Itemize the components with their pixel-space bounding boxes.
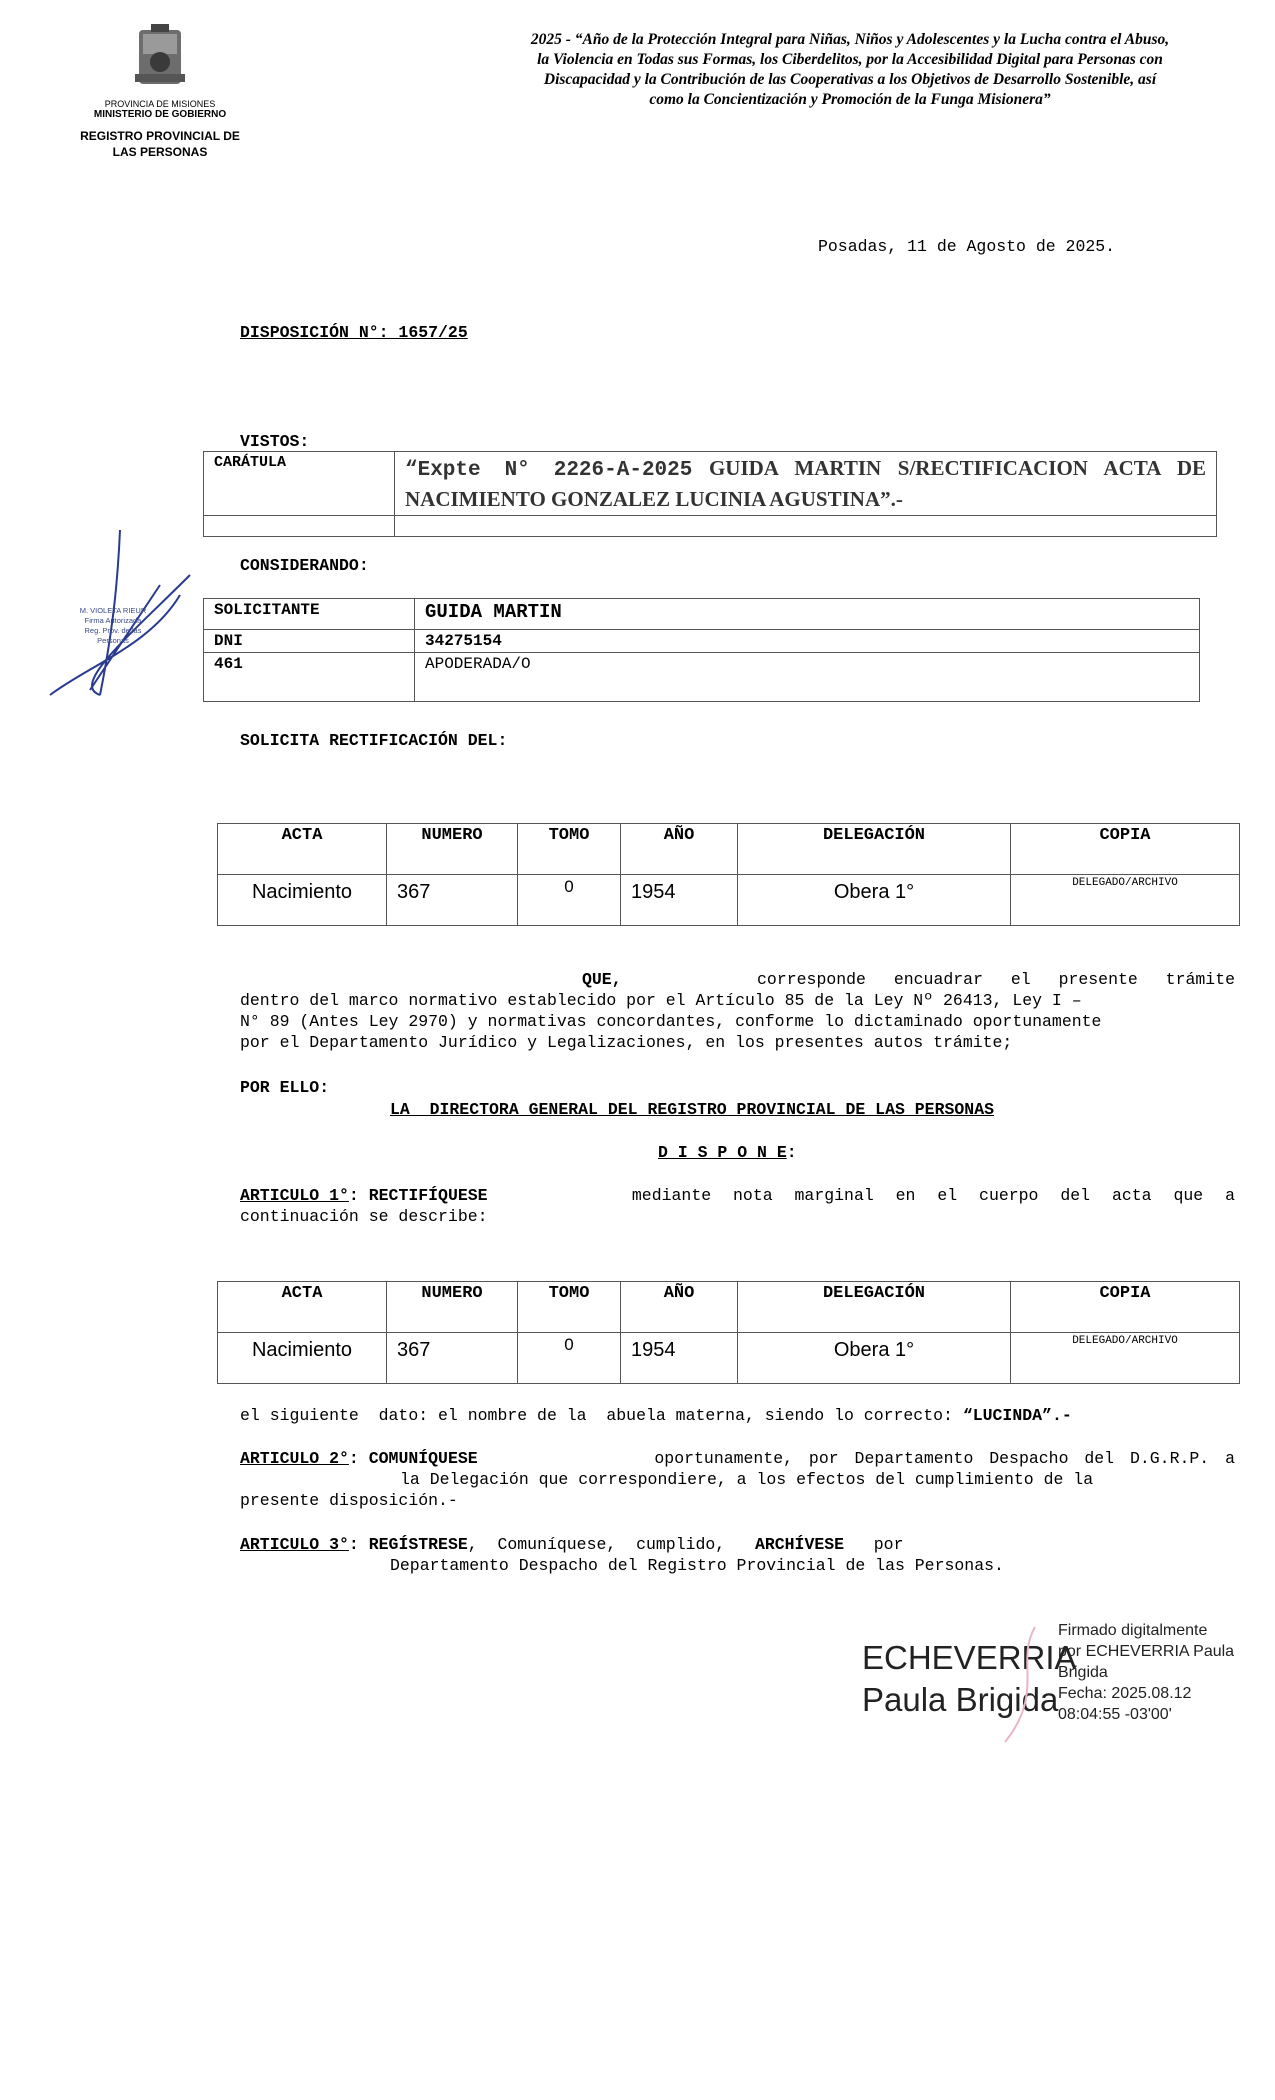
role-value: APODERADA/O (415, 653, 1200, 702)
date-line: Posadas, 11 de Agosto de 2025. (818, 237, 1116, 256)
que-line1-text: corresponde encuadrar el presente trámite (757, 970, 1235, 989)
col-header-anio: AÑO (621, 824, 738, 875)
cell-tomo: 0 (518, 1333, 621, 1384)
article-1-label: ARTICULO 1° (240, 1186, 349, 1205)
cell-anio: 1954 (621, 1333, 738, 1384)
cell-numero: 367 (387, 875, 518, 926)
signature-meta-4: Fecha: 2025.08.12 (1058, 1685, 1192, 1702)
article-2-verb: COMUNÍQUESE (368, 1449, 478, 1468)
article-3-line1 (240, 1534, 1235, 1555)
vistos-heading: VISTOS: (240, 432, 310, 451)
article-2-label: ARTICULO 2° (240, 1449, 349, 1468)
institution-name (60, 128, 260, 160)
dispone-colon: : (786, 1143, 797, 1162)
caratula-label: CARÁTULA (204, 452, 395, 516)
article-3-tail: por (873, 1535, 904, 1554)
acta-table-rectify (217, 1281, 1240, 1384)
signature-meta-3: Brigida (1058, 1664, 1108, 1681)
caratula-value (395, 452, 1217, 516)
authority-heading: LA DIRECTORA GENERAL DEL REGISTRO PROVINCIAL DE LAS PERSONAS (390, 1100, 994, 1119)
cell-copia: DELEGADO/ARCHIVO (1011, 875, 1240, 926)
signer-given-names: Paula Brigida (862, 1681, 1059, 1718)
caratula-empty-cell (395, 516, 1217, 537)
article-1-text: mediante nota marginal en el cuerpo del acta que a (631, 1186, 1235, 1205)
solicita-heading: SOLICITA RECTIFICACIÓN DEL: (240, 731, 508, 750)
role-code: 461 (204, 653, 415, 702)
caratula-empty-cell (204, 516, 395, 537)
col-header-acta: ACTA (218, 824, 387, 875)
signature-flourish (985, 1622, 1055, 1747)
article-1 (240, 1185, 1235, 1227)
cell-copia: DELEGADO/ARCHIVO (1011, 1333, 1240, 1384)
correction-text: el siguiente dato: el nombre de la abuela materna, siendo lo correcto: (240, 1406, 963, 1425)
institution-logo (60, 22, 260, 160)
correction-value: “LUCINDA” (962, 1406, 1052, 1425)
logo-ministry-text: MINISTERIO DE GOBIERNO (93, 109, 227, 120)
que-line3: N° 89 (Antes Ley 2970) y normativas concordantes, conforme lo dictaminado oportunamente (240, 1012, 1102, 1031)
stamp-line2: Firma Autorizada (84, 616, 142, 625)
signer-surname: ECHEVERRIA (862, 1639, 1077, 1676)
signature-meta-2: por ECHEVERRIA Paula (1058, 1643, 1235, 1660)
margin-authorization-stamp (68, 606, 158, 646)
article-2-line3: presente disposición.- (240, 1491, 458, 1510)
article-2-line2: la Delegación que correspondiere, a los efectos del cumplimiento de la (400, 1470, 1094, 1489)
que-line4: por el Departamento Jurídico y Legalizaciones, en los presentes autos trámite; (240, 1033, 1013, 1052)
applicant-table (203, 598, 1200, 702)
article-2-lead (240, 1448, 478, 1469)
article-2 (240, 1448, 1235, 1511)
article-2-line1 (240, 1448, 1235, 1469)
article-1-line1 (240, 1185, 1235, 1206)
por-ello: POR ELLO: (240, 1078, 330, 1097)
que-paragraph (240, 969, 1235, 1053)
stamp-line1: M. VIOLETA RIEUR (79, 606, 147, 615)
col-header-copia: COPIA (1011, 1282, 1240, 1333)
provincial-seal-icon (125, 22, 195, 92)
que-lead: QUE, (582, 970, 622, 989)
signature-meta-5: 08:04:55 -03'00' (1058, 1706, 1172, 1723)
cell-acta: Nacimiento (218, 1333, 387, 1384)
article-1-verb: RECTIFÍQUESE (368, 1186, 488, 1205)
institution-name-line1: REGISTRO PROVINCIAL DE (80, 129, 240, 143)
que-line2: dentro del marco normativo establecido por el Artículo 85 de la Ley Nº 26413, Ley I – (240, 991, 1082, 1010)
dni-value: 34275154 (415, 630, 1200, 653)
institution-name-line2: LAS PERSONAS (112, 145, 208, 159)
article-3-middle: , Comuníquese, cumplido, (467, 1535, 726, 1554)
considerando-heading: CONSIDERANDO: (240, 556, 369, 575)
dni-label: DNI (204, 630, 415, 653)
col-header-delegacion: DELEGACIÓN (738, 824, 1011, 875)
stamp-line3: Reg. Prov. de las Personas (84, 626, 142, 645)
col-header-tomo: TOMO (518, 1282, 621, 1333)
article-2-text: oportunamente, por Departamento Despacho del D.G.R.P. a (654, 1449, 1235, 1468)
col-header-delegacion: DELEGACIÓN (738, 1282, 1011, 1333)
dispone-heading (658, 1142, 797, 1163)
que-line1 (240, 969, 1235, 990)
col-header-tomo: TOMO (518, 824, 621, 875)
article-3-verb1: REGÍSTRESE (368, 1535, 468, 1554)
disposition-number: DISPOSICIÓN N°: 1657/25 (240, 323, 468, 342)
col-header-numero: NUMERO (387, 824, 518, 875)
cell-numero: 367 (387, 1333, 518, 1384)
article-2-colon: : (348, 1449, 359, 1468)
acta-table-request (217, 823, 1240, 926)
year-motto: 2025 - “Año de la Protección Integral para Niñas, Niños y Adolescentes y la Lucha contra el Abuso, la Violencia en Todas sus Formas, los Ciberdelitos, por la Accesibilidad Digital para Personas con Discapacidad y la Contribución de las Cooperativas a los Objetivos de Desarrollo Sostenible, así como la Concientización y Promoción de la Funga Misionera” (530, 31, 1170, 108)
applicant-value: GUIDA MARTIN (415, 599, 1200, 630)
correction-detail (240, 1405, 1072, 1426)
article-1-lead (240, 1185, 488, 1206)
col-header-anio: AÑO (621, 1282, 738, 1333)
article-3-verb2: ARCHÍVESE (754, 1535, 845, 1554)
digital-signature-details (1058, 1620, 1234, 1725)
caratula-description: GUIDA MARTIN S/RECTIFICACION ACTA DE NACIMIENTO GONZALEZ LUCINIA AGUSTINA”.- (405, 456, 1206, 511)
article-1-line2: continuación se describe: (240, 1207, 488, 1226)
applicant-label: SOLICITANTE (204, 599, 415, 630)
article-3-label: ARTICULO 3° (240, 1535, 349, 1554)
col-header-copia: COPIA (1011, 824, 1240, 875)
cell-delegacion: Obera 1° (738, 1333, 1011, 1384)
cell-anio: 1954 (621, 875, 738, 926)
correction-end: .- (1051, 1406, 1072, 1425)
caratula-expediente: “Expte N° 2226-A-2025 (405, 459, 693, 482)
article-3-colon: : (348, 1535, 359, 1554)
dispone-word: D I S P O N E (658, 1143, 787, 1162)
article-3-line2: Departamento Despacho del Registro Provincial de las Personas. (390, 1556, 1004, 1575)
col-header-numero: NUMERO (387, 1282, 518, 1333)
article-3 (240, 1534, 1235, 1576)
cell-acta: Nacimiento (218, 875, 387, 926)
col-header-acta: ACTA (218, 1282, 387, 1333)
signature-meta-1: Firmado digitalmente (1058, 1622, 1208, 1639)
logo-province-text: PROVINCIA DE MISIONES (104, 99, 216, 109)
article-1-colon: : (348, 1186, 359, 1205)
cell-tomo: 0 (518, 875, 621, 926)
caratula-table (203, 451, 1217, 537)
cell-delegacion: Obera 1° (738, 875, 1011, 926)
